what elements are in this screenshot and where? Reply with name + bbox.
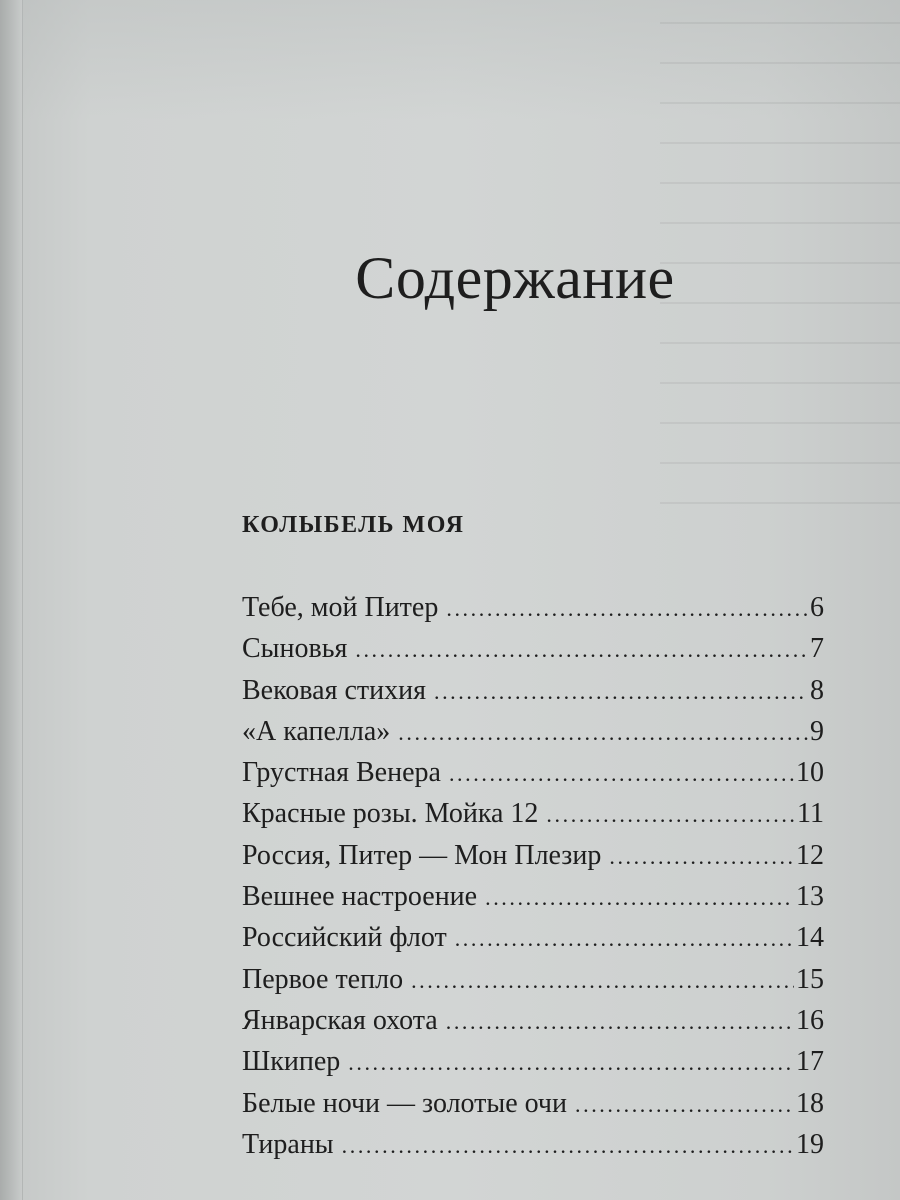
toc-entry-page: 14 <box>796 922 824 954</box>
toc-entry-page: 6 <box>810 592 824 623</box>
toc-entry <box>242 1000 824 1041</box>
dot-leader <box>446 588 808 629</box>
dot-leader <box>446 1001 794 1042</box>
toc-entry <box>242 793 824 834</box>
toc-entry-title: Красные розы. Мойка 12 <box>242 798 539 830</box>
dot-leader <box>434 671 808 712</box>
toc-entry-page: 16 <box>796 1004 824 1036</box>
dot-leader <box>546 794 795 835</box>
dot-leader <box>348 1042 794 1083</box>
toc-entry <box>242 628 824 669</box>
toc-entry-page: 18 <box>796 1087 824 1119</box>
dot-leader <box>449 753 794 794</box>
dot-leader <box>485 877 794 918</box>
toc-entry-title: Вековая стихия <box>242 674 426 706</box>
toc-entry-page: 19 <box>796 1128 824 1160</box>
toc-entry-page: 7 <box>810 633 824 665</box>
toc-entry <box>242 835 824 876</box>
toc-entry-page: 17 <box>796 1046 824 1078</box>
dot-leader <box>342 1125 794 1166</box>
dot-leader <box>609 836 794 877</box>
toc-entry-title: Грустная Венера <box>242 757 441 789</box>
toc-entry-title: Сыновья <box>242 633 348 665</box>
section-heading: КОЛЫБЕЛЬ МОЯ <box>242 512 465 538</box>
toc-entry <box>242 587 824 628</box>
toc-entry-title: Тираны <box>242 1128 334 1160</box>
toc-entry-title: Январская охота <box>242 1004 438 1036</box>
toc-entry-page: 11 <box>797 798 824 830</box>
toc-entry-title: Вешнее настроение <box>242 881 478 913</box>
toc-entry-page: 15 <box>796 963 824 995</box>
toc-entry-page: 8 <box>810 674 824 706</box>
page-title: Содержание <box>355 245 675 311</box>
toc-entry <box>242 711 824 752</box>
toc-entry-page: 12 <box>796 839 824 871</box>
dot-leader <box>455 918 794 959</box>
toc-entry-title: Российский флот <box>242 922 447 954</box>
dot-leader <box>398 712 808 753</box>
toc-entry-title: «А капелла» <box>242 715 391 747</box>
toc-entry-page: 13 <box>796 881 824 913</box>
toc-entry-page: 9 <box>810 715 824 747</box>
toc-entry <box>242 1041 824 1082</box>
toc-entry-title: Россия, Питер — Мон Плезир <box>242 839 602 871</box>
toc-entry <box>242 876 824 917</box>
toc-entry-title: Шкипер <box>242 1046 341 1078</box>
toc-entry-page: 10 <box>796 757 824 789</box>
toc-entry <box>242 917 824 958</box>
dot-leader <box>575 1084 794 1125</box>
toc-entry <box>242 959 824 1000</box>
toc-entry-title: Белые ночи — золотые очи <box>242 1087 567 1119</box>
toc-entry-title: Тебе, мой Питер <box>242 592 439 623</box>
toc-entry <box>242 1124 824 1165</box>
toc-entry <box>242 752 824 793</box>
toc-entry-title: Первое тепло <box>242 963 404 995</box>
dot-leader <box>411 960 794 1001</box>
table-of-contents <box>242 587 824 1165</box>
toc-entry <box>242 1083 824 1124</box>
toc-entry <box>242 670 824 711</box>
page-edge <box>0 0 23 1200</box>
dot-leader <box>355 629 808 670</box>
